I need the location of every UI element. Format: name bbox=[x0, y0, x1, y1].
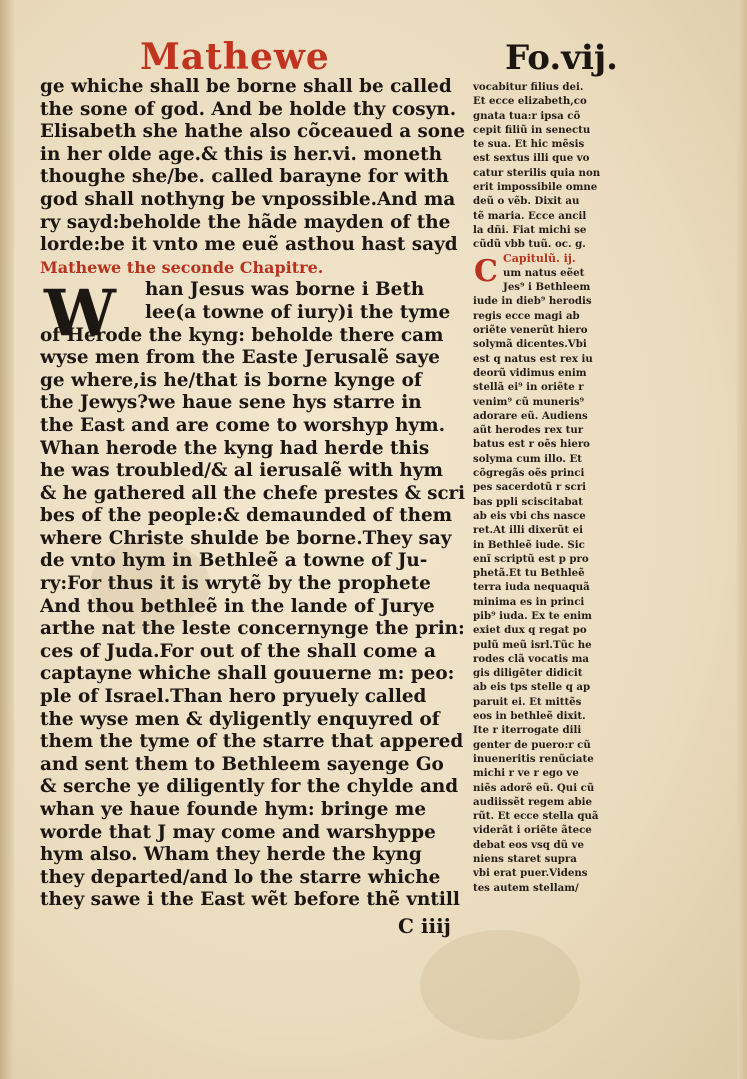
text-line: han Jesus was borne i Beth bbox=[145, 279, 425, 301]
text-line: Whan herode the kyng had herde this bbox=[40, 437, 430, 459]
gloss-line: gnata tua:r ipsa cõ bbox=[473, 109, 581, 122]
gloss-line: ab eis vbi chs nasce bbox=[473, 509, 586, 522]
gloss-chapter-heading: Capitulũ. ij. bbox=[503, 251, 576, 265]
gloss-line: adorare eũ. Audiens bbox=[473, 409, 588, 422]
gloss-line: debat eos vsq dũ ve bbox=[473, 838, 584, 851]
gloss-line: bas ppli sciscitabat bbox=[473, 495, 583, 508]
text-line: of Herode the kyng: beholde there cam bbox=[40, 324, 444, 346]
gloss-line: cõgregãs oẽs princi bbox=[473, 467, 585, 480]
text-line: bes of the people:& demaunded of them bbox=[40, 505, 453, 527]
gloss-line: stellã ei⁹ in oriẽte r bbox=[473, 381, 584, 394]
side-gloss-column bbox=[473, 80, 633, 895]
text-line: worde that J may come and warshyppe bbox=[40, 821, 436, 843]
paper-stain bbox=[420, 930, 580, 1040]
gloss-line: iude in dieb⁹ herodis bbox=[473, 295, 592, 308]
gloss-line: cũdũ vbb tuũ. oc. g. bbox=[473, 238, 586, 251]
gloss-line: vbi erat puer.Videns bbox=[473, 867, 588, 880]
text-line: ge where,is he/that is borne kynge of bbox=[40, 369, 422, 391]
gloss-line: vocabitur filius dei. bbox=[473, 81, 584, 93]
gloss-line: Jes⁹ i Bethleem bbox=[503, 281, 591, 294]
gloss-line: audiissẽt regem abie bbox=[473, 795, 592, 808]
text-line: & serche ye diligently for the chylde and bbox=[40, 776, 459, 798]
page-binding-edge bbox=[0, 0, 14, 1079]
gloss-line: solymã dicentes.Vbi bbox=[473, 338, 587, 351]
gloss-line: Et ecce elizabeth,co bbox=[473, 95, 587, 108]
text-line: the Jewys?we haue sene hys starre in bbox=[40, 392, 422, 414]
text-line: ge whiche shall be borne shall be called bbox=[40, 76, 452, 97]
gloss-line: rodes clã vocatis ma bbox=[473, 652, 590, 665]
text-line: the East and are come to worshyp hym. bbox=[40, 414, 445, 436]
gloss-line: tes autem stellam/ bbox=[473, 881, 579, 894]
gloss-line: ab eis tps stelle q ap bbox=[473, 681, 591, 694]
text-line: & he gathered all the chefe prestes & scri bbox=[40, 482, 465, 504]
text-line: they sawe i the East wẽt before thẽ vntill bbox=[40, 889, 460, 911]
text-line: the wyse men & dyligently enquyred of bbox=[40, 708, 440, 730]
gloss-line: catur sterilis quia non bbox=[473, 166, 601, 179]
gloss-line: exiet dux q regat po bbox=[473, 624, 587, 637]
main-text-column bbox=[40, 76, 465, 912]
gloss-line: solyma cum illo. Et bbox=[473, 452, 582, 465]
text-line: captayne whiche shall gouuerne m: peo: bbox=[40, 663, 455, 685]
gloss-line: tẽ maria. Ecce ancil bbox=[473, 209, 587, 222]
gloss-line: eos in bethleẽ dixit. bbox=[473, 710, 586, 723]
drop-cap-side: C bbox=[474, 254, 498, 289]
gloss-line: gis diligẽter didicit bbox=[473, 667, 583, 680]
gloss-line: erit impossibile omne bbox=[473, 181, 598, 194]
gloss-line: in Bethleẽ iude. Sic bbox=[473, 538, 585, 551]
gloss-line: deũ o vẽb. Dixit au bbox=[473, 195, 580, 208]
text-line: arthe nat the leste concernynge the prin: bbox=[40, 618, 465, 640]
chapter-heading: Mathewe the seconde Chapitre. bbox=[40, 257, 324, 277]
gloss-line: niens staret supra bbox=[473, 853, 577, 866]
running-head-title: Mathewe bbox=[140, 36, 330, 78]
gloss-line: est sextus illi que vo bbox=[473, 152, 590, 165]
text-line: lee(a towne of iury)i the tyme bbox=[145, 301, 451, 323]
gloss-line: batus est r oẽs hiero bbox=[473, 438, 590, 451]
gloss-line: um natus eẽet bbox=[503, 266, 585, 279]
gloss-line: pulũ meũ isrl.Tũc he bbox=[473, 638, 592, 651]
gloss-line: michi r ve r ego ve bbox=[473, 767, 579, 780]
text-line: in her olde age.& this is her.vi. moneth bbox=[40, 143, 442, 165]
catchword: C iiij bbox=[398, 914, 451, 938]
page-outer-edge bbox=[737, 0, 747, 1079]
text-line: wyse men from the Easte Jerusalẽ saye bbox=[40, 347, 440, 369]
gloss-line: pib⁹ iuda. Ex te enim bbox=[473, 609, 592, 622]
gloss-line: inueneritis renũciate bbox=[473, 752, 594, 765]
gloss-line: regis ecce magi ab bbox=[473, 309, 580, 322]
gloss-line: est q natus est rex iu bbox=[473, 352, 593, 365]
gloss-line: deorũ vidimus enim bbox=[473, 366, 587, 379]
text-line: them the tyme of the starre that appered bbox=[40, 731, 464, 753]
text-line: de vnto hym in Bethleẽ a towne of Ju- bbox=[40, 550, 428, 572]
gloss-line: la dñi. Fiat michi se bbox=[473, 223, 587, 236]
gloss-line: niẽs adorẽ eũ. Qui cũ bbox=[473, 781, 595, 794]
text-line: thoughe she/be. called baraynе for with bbox=[40, 166, 449, 188]
gloss-line: te sua. Et hic mẽsis bbox=[473, 138, 585, 151]
drop-cap-main: W bbox=[44, 276, 116, 351]
text-line: hym also. Wham they herde the kyng bbox=[40, 844, 422, 866]
text-line: where Christe shulde be borne.They say bbox=[40, 527, 452, 549]
gloss-line: venim⁹ cũ muneris⁹ bbox=[473, 395, 585, 408]
gloss-line: genter de puero:r cũ bbox=[473, 738, 591, 751]
gloss-line: minima es in princi bbox=[473, 595, 585, 608]
gloss-line: rũt. Et ecce stella quã bbox=[473, 810, 599, 823]
gloss-line: viderãt i oriẽte ãtece bbox=[473, 824, 592, 837]
text-line: lorde:be it vnto me euẽ asthou hast sayd bbox=[40, 234, 458, 256]
text-line: the sone of god. And be holde thy cosyn. bbox=[40, 98, 457, 120]
text-line: whan ye haue founde hym: bringe me bbox=[40, 799, 427, 820]
text-line: And thou bethleẽ in the lande of Jurye bbox=[40, 595, 435, 617]
gloss-line: enĩ scriptũ est p pro bbox=[473, 552, 589, 565]
text-line: and sent them to Bethleem sayenge Go bbox=[40, 753, 444, 775]
gloss-line: terra iuda nequaquã bbox=[473, 581, 590, 594]
text-line: he was troubled/& al ierusalẽ with hym bbox=[40, 460, 443, 482]
gloss-line: oriẽte venerũt hiero bbox=[473, 324, 588, 337]
text-line: they departed/and lo the starre whiche bbox=[40, 866, 441, 888]
text-line: god shall nothyng be vnpossible.And ma bbox=[40, 188, 456, 210]
gloss-line: cepit filiũ in senectu bbox=[473, 123, 591, 136]
text-line: Elisabeth she hathe also cõceaued a sone bbox=[40, 121, 465, 143]
gloss-line: pes sacerdotũ r scri bbox=[473, 481, 586, 494]
text-line: ces of Juda.For out of the shall come a bbox=[40, 640, 436, 662]
folio-number: Fo.vij. bbox=[505, 38, 619, 78]
gloss-line: ret.At illi dixerũt ei bbox=[473, 524, 584, 537]
gloss-line: aũt herodes rex tur bbox=[473, 424, 584, 437]
text-line: ry sayd:beholde the hãde mayden of the bbox=[40, 211, 451, 233]
text-line: ple of Israel.Than hero pryuely called bbox=[40, 686, 427, 708]
gloss-line: Ite r iterrogate dili bbox=[473, 724, 582, 737]
gloss-line: phetã.Et tu Bethleẽ bbox=[473, 567, 585, 580]
text-line: ry:For thus it is wrytẽ by the prophete bbox=[40, 573, 431, 595]
gloss-line: paruit ei. Et mittẽs bbox=[473, 695, 582, 708]
